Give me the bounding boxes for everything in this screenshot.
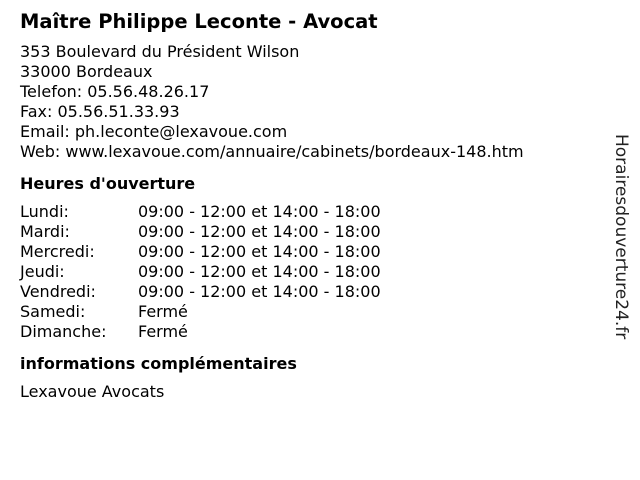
- contact-block: [20, 42, 610, 162]
- web-line: Web: www.lexavoue.com/annuaire/cabinets/bordeaux-148.htm: [20, 142, 524, 161]
- business-card: [20, 10, 610, 402]
- time-value: Fermé: [138, 302, 188, 321]
- phone-line: Telefon: 05.56.48.26.17: [20, 82, 210, 101]
- hours-row-wednesday: [20, 242, 610, 262]
- day-label: Samedi:: [20, 302, 86, 321]
- hours-row-tuesday: [20, 222, 610, 242]
- day-label: Jeudi:: [20, 262, 65, 281]
- time-value: 09:00 - 12:00 et 14:00 - 18:00: [138, 222, 381, 241]
- time-value: 09:00 - 12:00 et 14:00 - 18:00: [138, 282, 381, 301]
- extra-info-heading: informations complémentaires: [20, 354, 297, 373]
- time-value: 09:00 - 12:00 et 14:00 - 18:00: [138, 242, 381, 261]
- extra-info-text: Lexavoue Avocats: [20, 382, 165, 401]
- site-watermark: Horairesdouverture24.fr: [611, 134, 631, 340]
- day-label: Dimanche:: [20, 322, 107, 341]
- hours-row-monday: [20, 202, 610, 222]
- fax-line: Fax: 05.56.51.33.93: [20, 102, 180, 121]
- day-label: Mercredi:: [20, 242, 95, 261]
- address-line-2: 33000 Bordeaux: [20, 62, 153, 81]
- hours-heading: Heures d'ouverture: [20, 174, 196, 193]
- hours-row-sunday: [20, 322, 610, 342]
- day-label: Lundi:: [20, 202, 69, 221]
- email-line: Email: ph.leconte@lexavoue.com: [20, 122, 288, 141]
- day-label: Vendredi:: [20, 282, 96, 301]
- time-value: 09:00 - 12:00 et 14:00 - 18:00: [138, 262, 381, 281]
- time-value: 09:00 - 12:00 et 14:00 - 18:00: [138, 202, 381, 221]
- day-label: Mardi:: [20, 222, 70, 241]
- hours-row-friday: [20, 282, 610, 302]
- page-title: Maître Philippe Leconte - Avocat: [20, 10, 378, 33]
- hours-row-thursday: [20, 262, 610, 282]
- hours-table: [20, 202, 610, 342]
- hours-row-saturday: [20, 302, 610, 322]
- time-value: Fermé: [138, 322, 188, 341]
- address-line-1: 353 Boulevard du Président Wilson: [20, 42, 300, 61]
